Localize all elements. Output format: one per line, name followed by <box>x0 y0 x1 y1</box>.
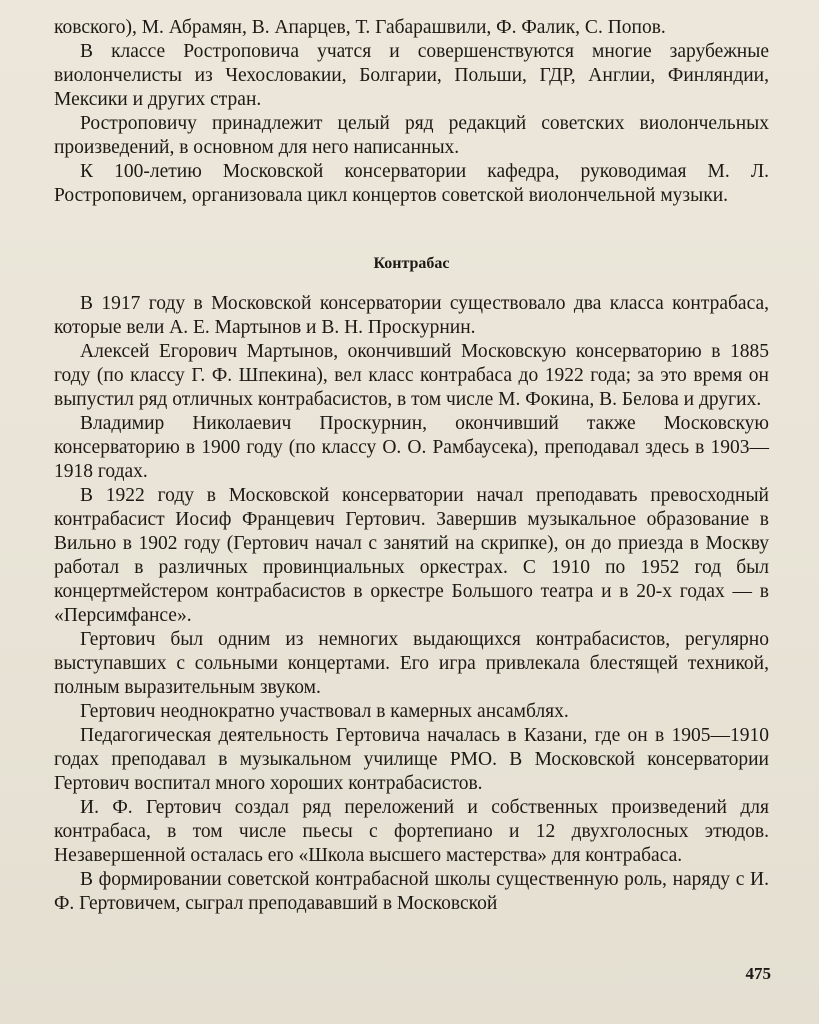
paragraph: Алексей Егорович Мартынов, окончивший Московскую консерваторию в 1885 году (по классу Г. Ф. Шпекина), вел класс контрабаса до 1922 года; за это время он выпустил ряд отличных контрабасистов, в том числе М. Фокина, В. Белова и других. <box>54 341 769 410</box>
paragraph: К 100-летию Московской консерватории кафедра, руководимая М. Л. Ростроповичем, организовала цикл концертов советской виолончельной музыки. <box>54 161 769 206</box>
paragraph: Ростроповичу принадлежит целый ряд редакций советских виолончельных произведений, в основном для него написанных. <box>54 113 769 158</box>
paragraph: Педагогическая деятельность Гертовича началась в Казани, где он в 1905—1910 годах преподавал в музыкальном училище РМО. В Московской консерватории Гертович воспитал много хороших контрабасистов. <box>54 725 769 794</box>
paragraph: ковского), М. Абрамян, В. Апарцев, Т. Габарашвили, Ф. Фалик, С. Попов. <box>54 17 666 38</box>
paragraph: В формировании советской контрабасной школы существенную роль, наряду с И. Ф. Гертовичем, сыграл преподававший в Московской <box>54 869 769 914</box>
paragraph: В 1922 году в Московской консерватории начал преподавать превосходный контрабасист Иосиф Францевич Гертович. Завершив музыкальное образование в Вильно в 1902 году (Гертович начал с занятий на скрипке), он до приезда в Москву работал в различных провинциальных оркестрах. С 1910 по 1952 год был концертмейстером контрабасистов в оркестре Большого театра и в 20-х годах — в «Персимфансе». <box>54 485 769 626</box>
top-section <box>54 16 769 208</box>
paragraph: В 1917 году в Московской консерватории существовало два класса контрабаса, которые вели А. Е. Мартынов и В. Н. Проскурнин. <box>54 293 769 338</box>
paragraph: Гертович был одним из немногих выдающихся контрабасистов, регулярно выступавших с сольными концертами. Его игра привлекала блестящей техникой, полным выразительным звуком. <box>54 629 769 698</box>
paragraph: И. Ф. Гертович создал ряд переложений и собственных произведений для контрабаса, в том числе пьесы с фортепиано и 12 двухголосных этюдов. Незавершенной осталась его «Школа высшего мастерства» для контрабаса. <box>54 797 769 866</box>
section-heading: Контрабас <box>373 255 450 272</box>
page-number: 475 <box>745 964 771 983</box>
paragraph: Гертович неоднократно участвовал в камерных ансамблях. <box>80 701 569 722</box>
main-section <box>54 292 769 916</box>
paragraph: В классе Ростроповича учатся и совершенствуются многие зарубежные виолончелисты из Чехословакии, Болгарии, Польши, ГДР, Англии, Финляндии, Мексики и других стран. <box>54 41 769 110</box>
paragraph: Владимир Николаевич Проскурнин, окончивший также Московскую консерваторию в 1900 году (по классу О. О. Рамбаусека), преподавал здесь в 1903—1918 годах. <box>54 413 769 482</box>
